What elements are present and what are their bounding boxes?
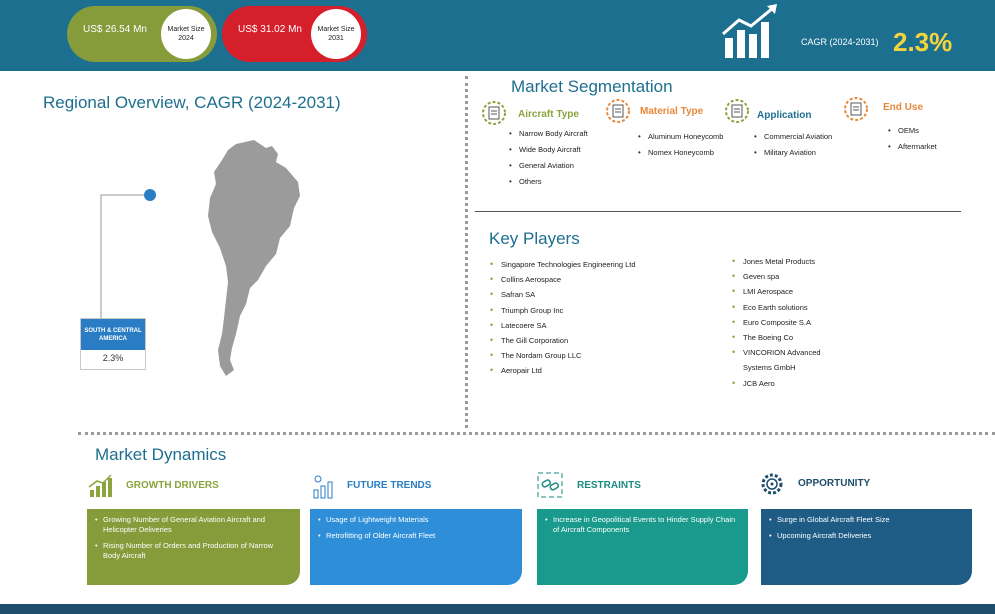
market-size-2024-pill xyxy=(67,6,217,62)
region-callout xyxy=(80,318,146,370)
list-item: • Eco Earth solutions xyxy=(732,300,842,315)
future-trends-title: FUTURE TRENDS xyxy=(347,480,432,491)
list-item: • Upcoming Aircraft Deliveries xyxy=(769,531,964,541)
gear-target-icon xyxy=(759,471,785,497)
key-players-right-list xyxy=(732,254,842,391)
footer-bar xyxy=(0,604,995,614)
application-icon xyxy=(724,98,750,124)
segmentation-divider xyxy=(475,211,961,212)
horizontal-divider xyxy=(78,432,995,435)
trend-chart-icon xyxy=(311,474,337,500)
broken-chain-icon xyxy=(537,472,563,498)
growth-drivers-box xyxy=(87,509,300,585)
list-item: • LMI Aerospace xyxy=(732,284,842,299)
opportunity-box xyxy=(761,509,972,585)
header-banner xyxy=(0,0,995,71)
list-item: • Narrow Body Aircraft xyxy=(509,126,588,142)
list-item: • The Nordam Group LLC xyxy=(490,348,636,363)
list-item: • The Boeing Co xyxy=(732,330,842,345)
region-name: SOUTH & CENTRAL AMERICA xyxy=(81,319,145,350)
list-item: • Safran SA xyxy=(490,287,636,302)
list-item: • Commercial Aviation xyxy=(754,129,832,145)
key-players-title: Key Players xyxy=(489,229,580,248)
market-size-2031-label: Market Size 2031 xyxy=(311,9,361,59)
growth-drivers-title: GROWTH DRIVERS xyxy=(126,480,219,491)
list-item: • The Gill Corporation xyxy=(490,333,636,348)
segment-end-use-title: End Use xyxy=(883,102,924,113)
growth-chart-icon xyxy=(721,4,779,60)
segment-aircraft-type-title: Aircraft Type xyxy=(518,109,579,120)
list-item: • JCB Aero xyxy=(732,376,842,391)
list-item: • Surge in Global Aircraft Fleet Size xyxy=(769,515,964,525)
cagr-label: CAGR (2024-2031) xyxy=(801,37,879,47)
list-item: • Nomex Honeycomb xyxy=(638,145,723,161)
segment-end-use-list xyxy=(888,123,937,155)
restraints-box xyxy=(537,509,748,585)
list-item: • Others xyxy=(509,174,588,190)
growth-bars-icon xyxy=(87,473,113,499)
list-item: • Increase in Geopolitical Events to Hinder Supply Chain of Aircraft Components xyxy=(545,515,740,535)
list-item: • Aeropair Ltd xyxy=(490,363,636,378)
list-item: • Wide Body Aircraft xyxy=(509,142,588,158)
list-item: • Rising Number of Orders and Production of Narrow Body Aircraft xyxy=(95,541,292,561)
list-item: • Euro Composite S.A xyxy=(732,315,842,330)
list-item: • Aftermarket xyxy=(888,139,937,155)
list-item: • Retrofitting of Older Aircraft Fleet xyxy=(318,531,514,541)
south-america-map xyxy=(206,138,302,378)
list-item: • Geven spa xyxy=(732,269,842,284)
market-size-2031-pill xyxy=(222,6,367,62)
list-item: • Latecoere SA xyxy=(490,318,636,333)
list-item: • Jones Metal Products xyxy=(732,254,842,269)
aircraft-type-icon xyxy=(481,100,507,126)
segment-material-type-title: Material Type xyxy=(640,106,704,117)
market-size-2024-label: Market Size 2024 xyxy=(161,9,211,59)
market-dynamics-title: Market Dynamics xyxy=(95,445,227,464)
region-cagr: 2.3% xyxy=(102,353,124,363)
market-size-2024-value: US$ 26.54 Mn xyxy=(83,24,147,35)
segmentation-title: Market Segmentation xyxy=(511,77,673,96)
list-item: • VINCORION Advanced Systems GmbH xyxy=(732,345,842,375)
future-trends-box xyxy=(310,509,522,585)
list-item: • Growing Number of General Aviation Aircraft and Helicopter Deliveries xyxy=(95,515,292,535)
key-players-left-list xyxy=(490,257,636,379)
region-leader-line xyxy=(98,186,158,320)
list-item: • Triumph Group Inc xyxy=(490,303,636,318)
segment-application-title: Application xyxy=(757,110,812,121)
list-item: • Military Aviation xyxy=(754,145,832,161)
cagr-value: 2.3% xyxy=(893,27,953,57)
opportunity-title: OPPORTUNITY xyxy=(798,478,871,489)
end-use-icon xyxy=(843,96,869,122)
restraints-title: RESTRAINTS xyxy=(577,480,641,491)
list-item: • General Aviation xyxy=(509,158,588,174)
list-item: • Usage of Lightweight Materials xyxy=(318,515,514,525)
list-item: • Aluminum Honeycomb xyxy=(638,129,723,145)
material-type-icon xyxy=(605,98,631,124)
list-item: • Singapore Technologies Engineering Ltd xyxy=(490,257,636,272)
vertical-divider xyxy=(465,76,468,428)
list-item: • OEMs xyxy=(888,123,937,139)
market-size-2031-value: US$ 31.02 Mn xyxy=(238,24,302,35)
segment-aircraft-type-list xyxy=(509,126,588,190)
segment-application-list xyxy=(754,129,832,161)
list-item: • Collins Aerospace xyxy=(490,272,636,287)
segment-material-type-list xyxy=(638,129,723,161)
regional-overview-title: Regional Overview, CAGR (2024-2031) xyxy=(43,93,341,112)
